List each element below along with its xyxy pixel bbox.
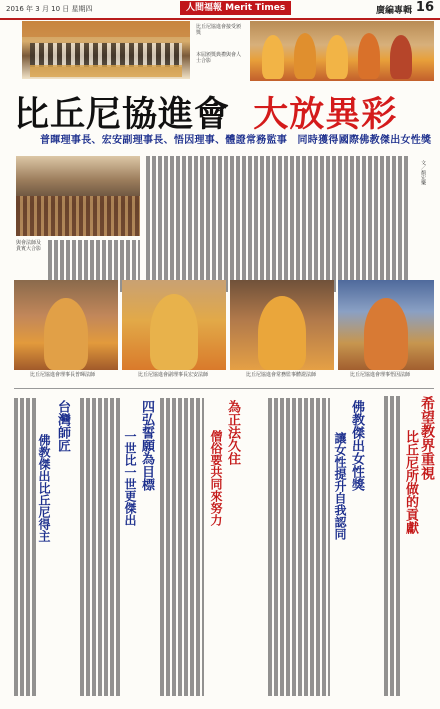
portrait-photo-1 — [14, 280, 118, 370]
article-text-main — [146, 156, 410, 292]
portrait-photo-4 — [338, 280, 434, 370]
caption-top-middle-1: 比丘尼協進會接受頒獎 — [196, 24, 242, 36]
section-name: 廣編專輯 — [375, 6, 412, 16]
portrait-photo-2 — [122, 280, 226, 370]
section-subtitle-5: 佛教傑出比丘尼得主 — [37, 434, 51, 542]
caption-top-middle-2: 本屆頒獎典禮與會人士合影 — [196, 52, 242, 64]
top-left-group-photo — [22, 21, 190, 79]
section-title-4: 四弘誓願為目標 — [139, 400, 154, 491]
headline-main: 比丘尼協進會 — [14, 94, 231, 135]
section-text-5 — [14, 398, 36, 696]
page-header — [0, 0, 440, 20]
page-headline — [14, 87, 434, 135]
section-title-2: 佛教傑出女性獎 — [349, 400, 364, 491]
section-title-3: 為正法久住 — [225, 400, 240, 465]
section-subtitle-1: 比丘尼所做的貢獻 — [403, 430, 418, 534]
section-text-4 — [80, 398, 120, 696]
caption-photo-1: 比丘尼協進會理事長普暉法師 — [30, 372, 96, 378]
caption-photo-3: 比丘尼協進會常務監事體證法師 — [246, 372, 317, 378]
section-subtitle-2: 讓女性提升自我認同 — [333, 432, 347, 540]
issue-date: 2016 年 3 月 10 日 星期四 — [6, 5, 93, 13]
newspaper-logo: 人間福報 Merit Times — [180, 1, 291, 15]
section-text-2 — [268, 398, 330, 696]
section-subtitle-3: 僧俗要共同來努力 — [209, 430, 223, 526]
section-text-1 — [384, 396, 400, 696]
headline-accent: 大放異彩 — [253, 94, 398, 135]
section-subtitle-4: 一世比一世更傑出 — [123, 430, 137, 526]
section-divider — [14, 388, 434, 389]
section-title-1: 希望教界重視 — [419, 396, 435, 480]
top-right-award-photo — [250, 21, 434, 81]
section-text-3 — [160, 398, 204, 696]
ceremony-hall-photo — [16, 156, 140, 236]
portrait-photo-3 — [230, 280, 334, 370]
caption-photo-2: 比丘尼協進會副理事長宏安法師 — [138, 372, 209, 378]
page-number: 16 — [415, 0, 434, 15]
section-title-5: 台灣師匠 — [55, 400, 70, 452]
caption-photo-4: 比丘尼協進會理事悟因法師 — [350, 372, 411, 378]
headline-subhead: 普暉理事長、宏安副理事長、悟因理事、體證常務監事 同時獲得國際佛教傑出女性獎 — [40, 135, 432, 146]
caption-mid-left: 與會法師及貴賓大合影 — [16, 240, 42, 252]
byline: 文／顏宏樂 — [420, 160, 426, 185]
